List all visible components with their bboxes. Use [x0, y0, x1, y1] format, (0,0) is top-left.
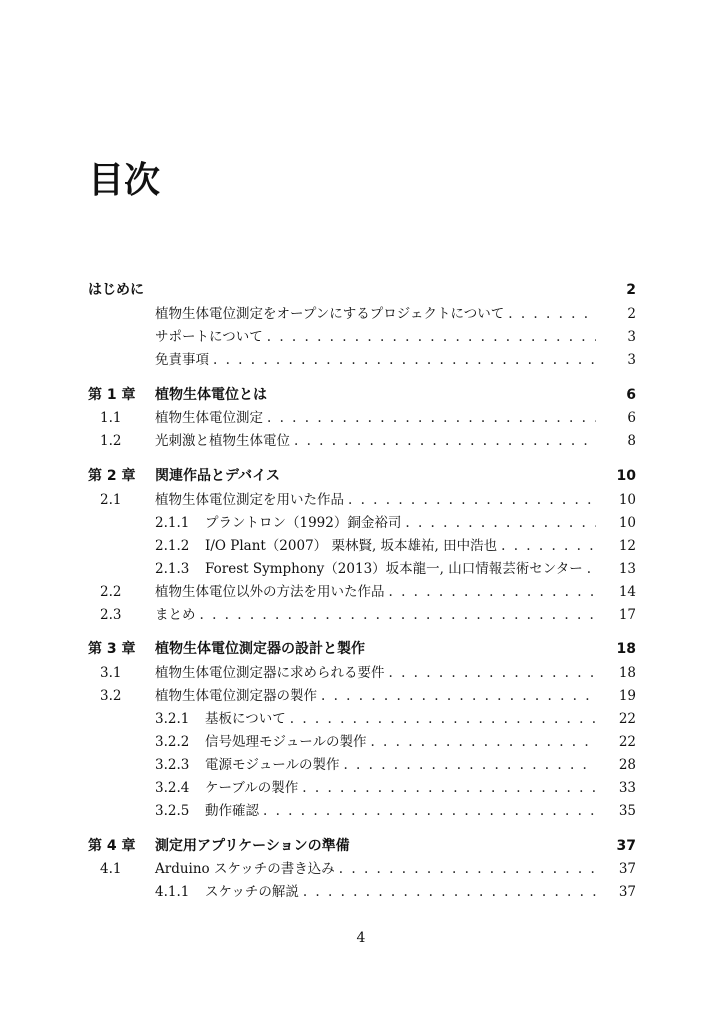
entry-number: 1.2: [100, 433, 122, 450]
entry-title: 基板について: [205, 711, 286, 728]
toc-chapter-block: [88, 279, 636, 371]
dot-leader: [389, 665, 597, 681]
entry-page: 3: [627, 328, 636, 345]
entry-number: 第 4 章: [88, 837, 136, 854]
dot-leader: [303, 884, 596, 900]
toc-section-entry[interactable]: [88, 661, 636, 684]
entry-number: 第 2 章: [88, 468, 136, 485]
toc-chapter-entry[interactable]: [88, 384, 636, 407]
dot-leader: [348, 492, 596, 508]
entry-page: 37: [618, 884, 636, 901]
dot-leader: [302, 780, 596, 796]
entry-page: 35: [618, 802, 636, 819]
entry-number: 3.1: [100, 665, 122, 682]
entry-title: Forest Symphony（2013）坂本龍一, 山口情報芸術センター: [205, 560, 583, 577]
page-number: 4: [356, 930, 366, 946]
toc-subsection-entry[interactable]: [88, 707, 636, 730]
entry-title: 植物生体電位測定を用いた作品: [155, 492, 344, 509]
entry-title: Arduino スケッチの書き込み: [155, 861, 335, 878]
entry-page: 22: [618, 734, 636, 751]
toc-section-entry[interactable]: [88, 684, 636, 707]
entry-title: 信号処理モジュールの製作: [205, 734, 367, 751]
toc-section-entry[interactable]: [88, 348, 636, 371]
toc-chapter-entry[interactable]: [88, 835, 636, 858]
entry-number: 2.2: [100, 583, 122, 600]
entry-page: 18: [616, 641, 636, 658]
dot-leader: [294, 433, 596, 449]
entry-title: 植物生体電位測定器の設計と製作: [155, 641, 365, 658]
entry-number: 2.1.1: [155, 515, 190, 532]
dot-leader: [263, 803, 596, 819]
dot-leader: [200, 607, 597, 623]
toc-chapter-entry[interactable]: [88, 465, 636, 488]
entry-page: 17: [618, 606, 636, 623]
entry-number: 第 1 章: [88, 386, 136, 403]
entry-number: 4.1: [100, 861, 122, 878]
dot-leader: [290, 711, 596, 727]
entry-title: 電源モジュールの製作: [205, 756, 340, 773]
entry-number: はじめに: [88, 282, 144, 298]
dot-leader: [343, 757, 596, 773]
entry-title: 植物生体電位以外の方法を用いた作品: [155, 583, 385, 600]
toc-section-entry[interactable]: [88, 302, 636, 325]
entry-title: サポートについて: [155, 328, 263, 345]
entry-number: 3.2.5: [155, 802, 190, 819]
entry-title: スケッチの解説: [205, 884, 299, 901]
toc-chapter-entry[interactable]: [88, 279, 636, 302]
entry-page: 6: [626, 386, 636, 403]
dot-leader: [587, 561, 596, 577]
toc-chapter-entry[interactable]: [88, 638, 636, 661]
toc-subsection-entry[interactable]: [88, 557, 636, 580]
entry-title: 植物生体電位測定をオープンにするプロジェクトについて: [155, 305, 505, 322]
entry-page: 2: [627, 305, 636, 322]
entry-page: 37: [618, 861, 636, 878]
entry-page: 37: [616, 837, 636, 854]
entry-page: 28: [618, 756, 636, 773]
entry-title: 免責事項: [155, 351, 209, 368]
entry-title: 植物生体電位測定器の製作: [155, 688, 317, 705]
entry-title: 測定用アプリケーションの準備: [155, 837, 350, 854]
toc-subsection-entry[interactable]: [88, 730, 636, 753]
entry-page: 14: [618, 583, 636, 600]
entry-page: 6: [627, 410, 636, 427]
dot-leader: [267, 410, 596, 426]
entry-page: 19: [618, 688, 636, 705]
dot-leader: [501, 538, 596, 554]
entry-title: 関連作品とデバイス: [155, 468, 281, 485]
entry-title: 光刺激と植物生体電位: [155, 433, 290, 450]
toc-subsection-entry[interactable]: [88, 753, 636, 776]
toc-section-entry[interactable]: [88, 325, 636, 348]
toc-section-entry[interactable]: [88, 603, 636, 626]
entry-number: 2.1.2: [155, 537, 190, 554]
entry-number: 第 3 章: [88, 641, 136, 658]
toc-chapter-block: [88, 384, 636, 453]
dot-leader: [370, 734, 596, 750]
entry-page: 10: [618, 515, 636, 532]
table-of-contents: [88, 279, 636, 916]
dot-leader: [213, 352, 596, 368]
dot-leader: [405, 515, 596, 531]
entry-page: 12: [618, 537, 636, 554]
toc-section-entry[interactable]: [88, 406, 636, 429]
entry-title: I/O Plant（2007） 栗林賢, 坂本雄祐, 田中浩也: [205, 537, 498, 554]
entry-page: 8: [627, 433, 636, 450]
entry-page: 33: [618, 779, 636, 796]
entry-number: 3.2.1: [155, 711, 190, 728]
entry-page: 10: [618, 492, 636, 509]
entry-title: 植物生体電位測定: [155, 410, 263, 427]
toc-section-entry[interactable]: [88, 857, 636, 880]
toc-section-entry[interactable]: [88, 429, 636, 452]
dot-leader: [321, 688, 596, 704]
entry-title: 植物生体電位測定器に求められる要件: [155, 665, 385, 682]
toc-chapter-block: [88, 465, 636, 625]
entry-number: 3.2.3: [155, 756, 190, 773]
entry-page: 22: [618, 711, 636, 728]
entry-page: 13: [618, 560, 636, 577]
entry-title: ケーブルの製作: [205, 779, 299, 796]
entry-title: プラントロン（1992）銅金裕司: [205, 515, 402, 532]
entry-page: 10: [616, 468, 636, 485]
entry-page: 3: [627, 351, 636, 368]
dot-leader: [508, 306, 596, 322]
entry-number: 3.2: [100, 688, 122, 705]
toc-chapter-block: [88, 835, 636, 904]
entry-number: 3.2.2: [155, 734, 190, 751]
entry-number: 1.1: [100, 410, 122, 427]
entry-number: 2.1.3: [155, 560, 190, 577]
toc-section-entry[interactable]: [88, 488, 636, 511]
toc-chapter-block: [88, 638, 636, 821]
dot-leader: [339, 861, 596, 877]
entry-title: まとめ: [155, 606, 196, 623]
entry-number: 4.1.1: [155, 884, 190, 901]
page-title: 目次: [88, 160, 161, 201]
toc-subsection-entry[interactable]: [88, 534, 636, 557]
entry-number: 3.2.4: [155, 779, 190, 796]
entry-number: 2.1: [100, 492, 122, 509]
toc-section-entry[interactable]: [88, 580, 636, 603]
dot-leader: [389, 584, 597, 600]
toc-subsection-entry[interactable]: [88, 511, 636, 534]
dot-leader: [267, 329, 596, 345]
entry-title: 植物生体電位とは: [155, 386, 267, 403]
toc-subsection-entry[interactable]: [88, 880, 636, 903]
entry-page: 18: [618, 665, 636, 682]
entry-page: 2: [626, 282, 636, 298]
entry-number: 2.3: [100, 606, 122, 623]
entry-title: 動作確認: [205, 802, 259, 819]
toc-subsection-entry[interactable]: [88, 799, 636, 822]
toc-subsection-entry[interactable]: [88, 776, 636, 799]
